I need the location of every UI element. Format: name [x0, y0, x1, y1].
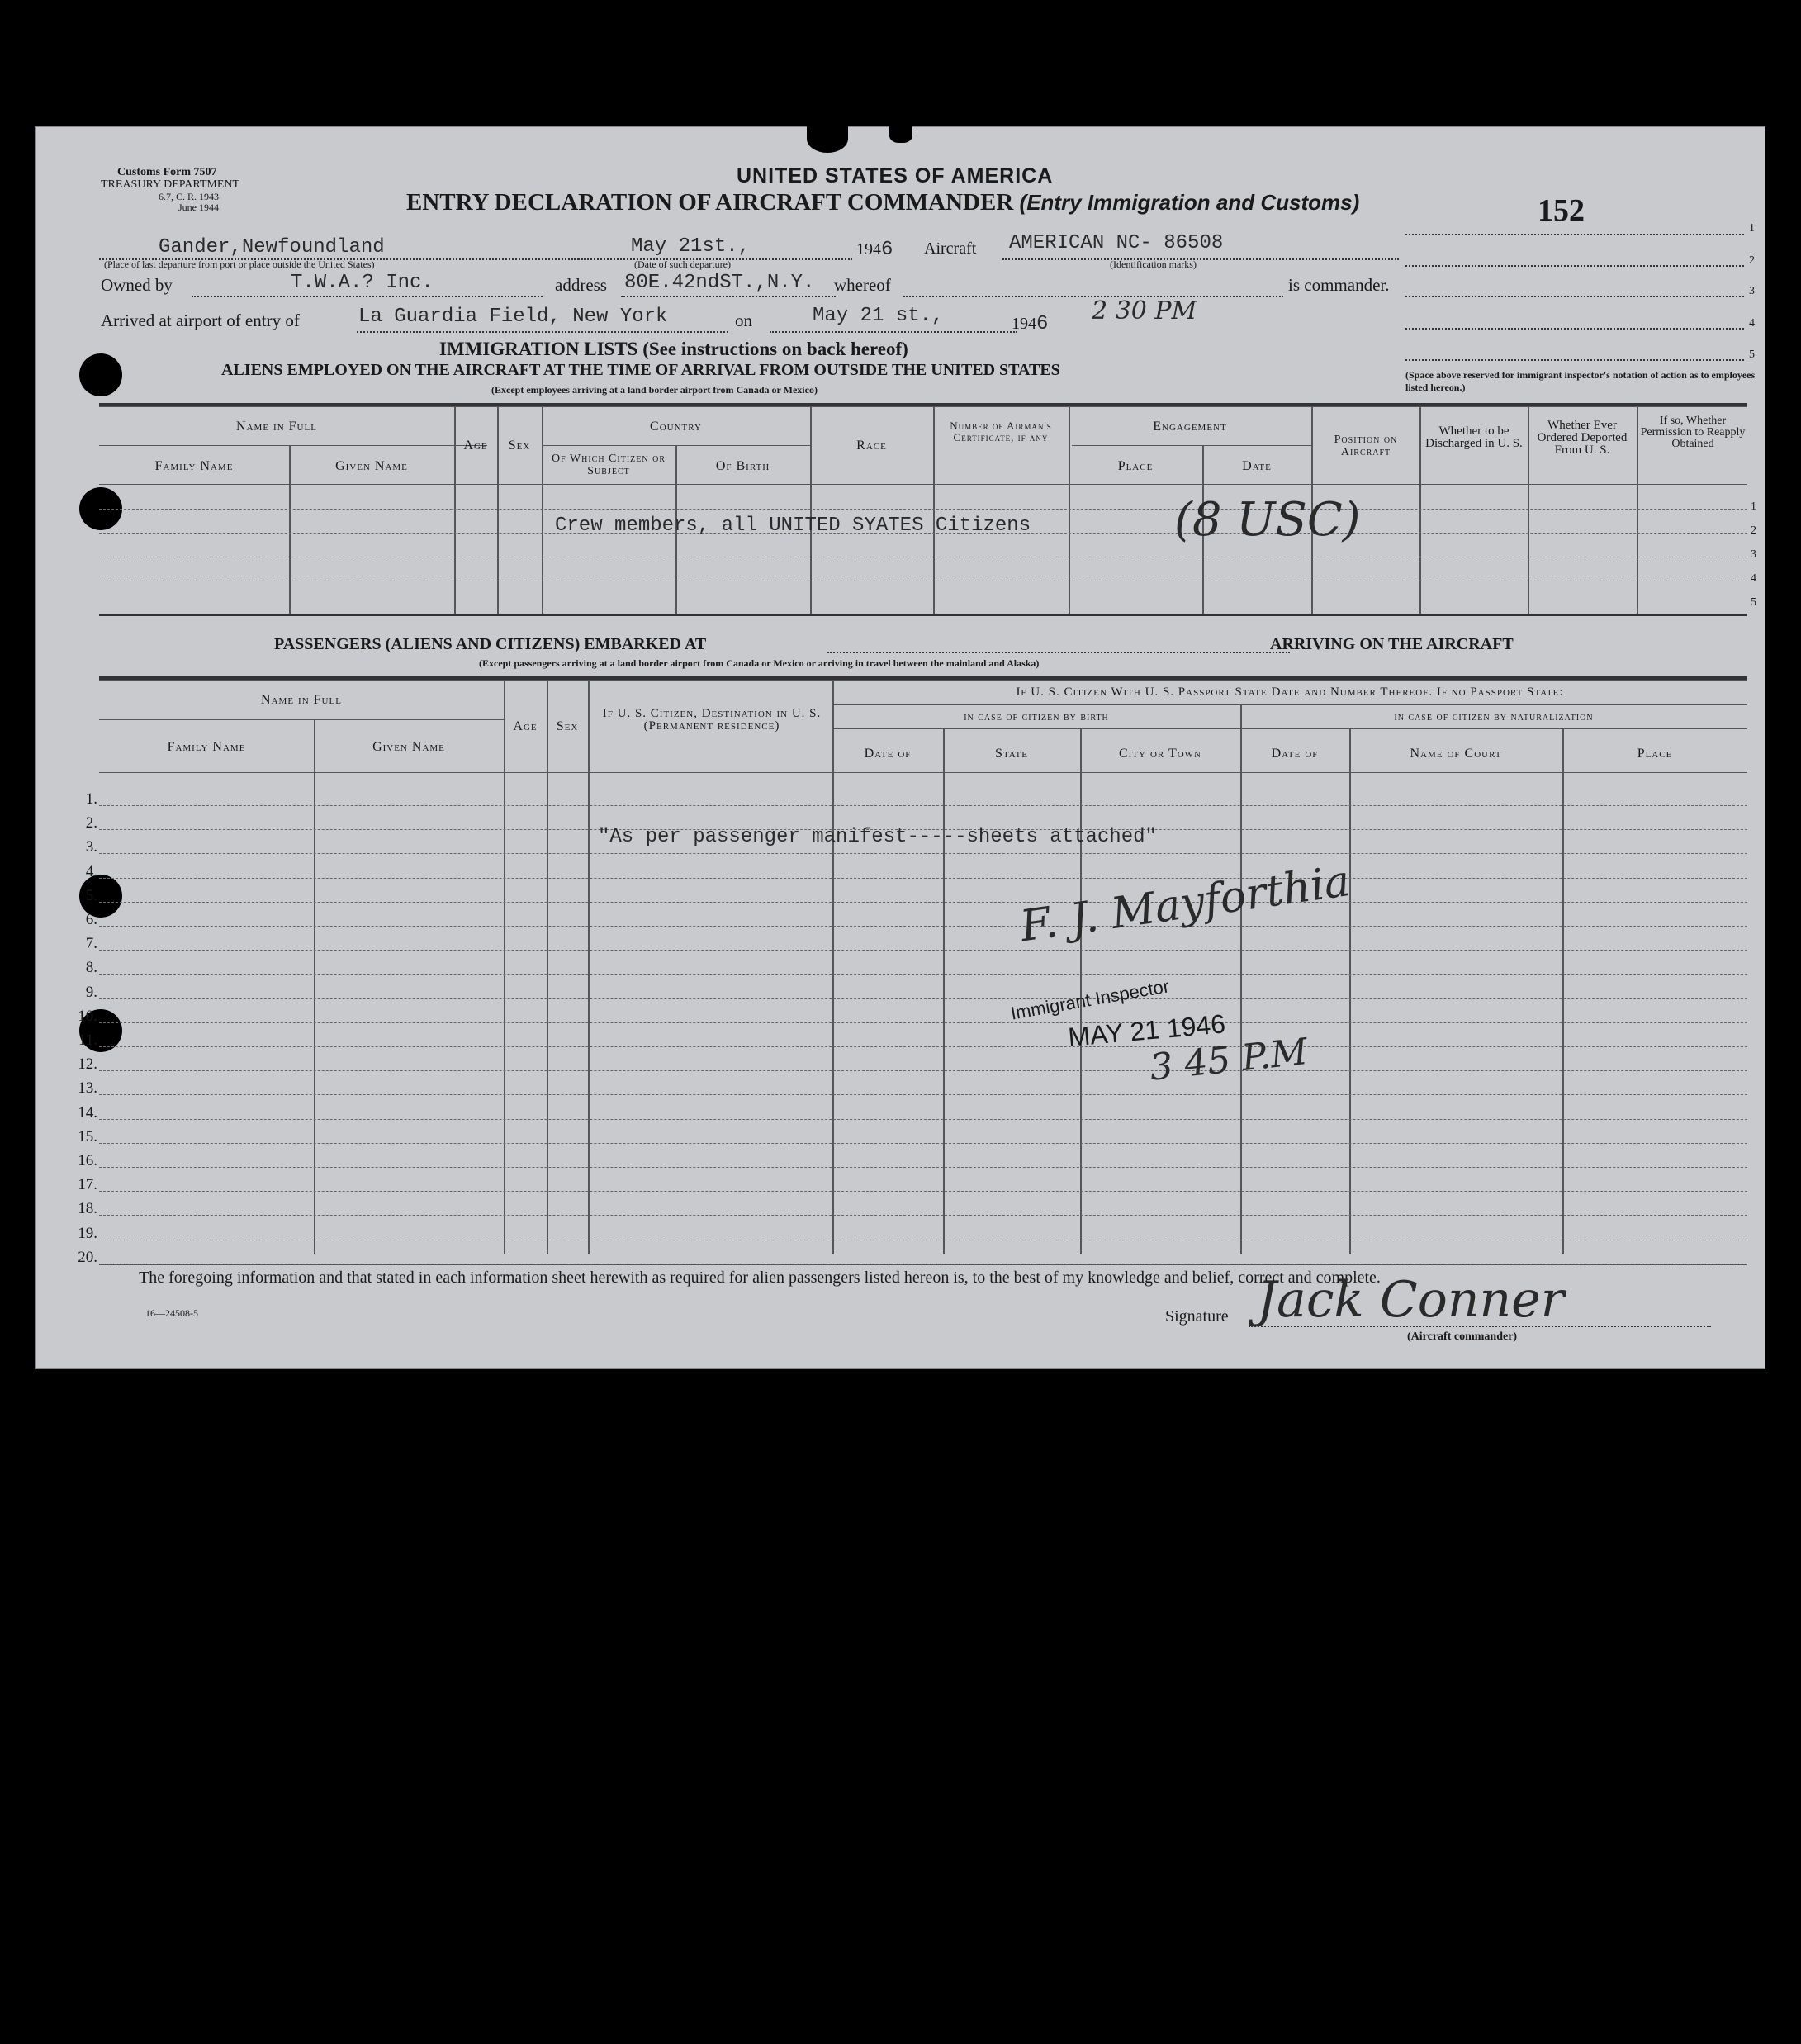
pass-header-date-of: Date of — [864, 747, 912, 761]
table-row — [99, 1094, 1747, 1095]
arrival-airport: La Guardia Field, New York — [358, 306, 668, 328]
pass-row-number: 6. — [85, 911, 97, 928]
pass-row-number: 19. — [78, 1224, 97, 1242]
declaration-text: The foregoing information and that stated in each information sheet herewith as required for alien passengers listed hereon is, to the best of my knowledge and belief, correct and complete. — [139, 1269, 1381, 1287]
departure-date: May 21st., — [631, 235, 751, 258]
owner-address: 80E.42ndST.,N.Y. — [624, 272, 815, 294]
pass-row-number: 3. — [85, 838, 97, 856]
side-line-number: 3 — [1749, 285, 1755, 297]
aircraft-marks: AMERICAN NC- 86508 — [1009, 232, 1224, 254]
pass-header-place: Place — [1637, 747, 1673, 761]
pass-row-number: 12. — [78, 1055, 97, 1074]
manifest-note: "As per passenger manifest-----sheets attached" — [598, 826, 1157, 848]
form-department: TREASURY DEPARTMENT — [101, 178, 240, 191]
inspector-signature: F. J. Mayforthia — [1017, 856, 1353, 952]
table-row — [99, 878, 1747, 879]
pass-header-court: Name of Court — [1410, 747, 1502, 761]
table-row — [99, 1143, 1747, 1144]
pass-row-number: 20. — [78, 1248, 97, 1266]
crew-count: (8 USC) — [1174, 493, 1361, 547]
departure-date-caption: (Date of such departure) — [634, 258, 731, 270]
pass-header-given: Given Name — [372, 740, 445, 754]
side-line-number: 2 — [1749, 254, 1755, 267]
immigration-title: IMMIGRATION LISTS (See instructions on back hereof) — [439, 339, 908, 359]
title-sub: (Entry Immigration and Customs) — [1019, 190, 1360, 215]
imm-header-deported: Whether Ever Ordered Deported From U. S. — [1537, 419, 1628, 457]
table-row — [99, 1215, 1747, 1216]
imm-row-number: 5 — [1751, 596, 1756, 609]
arrived-label: Arrived at airport of entry of — [101, 311, 300, 330]
departure-place: Gander,Newfoundland — [159, 236, 385, 258]
pass-row-number: 5. — [85, 886, 97, 904]
form-date: June 1944 — [178, 202, 219, 213]
tear-notch — [807, 125, 848, 153]
imm-header-citizen: Of Which Citizen or Subject — [551, 453, 666, 477]
imm-header-position: Position on Aircraft — [1334, 434, 1398, 458]
pass-header-name: Name in Full — [261, 693, 342, 707]
pass-header-date-of-2: Date of — [1271, 747, 1319, 761]
imm-header-place: Place — [1117, 459, 1154, 473]
table-row — [99, 1022, 1747, 1023]
pass-row-number: 10. — [78, 1007, 97, 1025]
pass-row-number: 14. — [78, 1103, 97, 1122]
signature-label: Signature — [1165, 1307, 1229, 1326]
pass-row-number: 13. — [78, 1079, 97, 1098]
imm-row-number: 4 — [1751, 572, 1756, 585]
immigration-subtitle: ALIENS EMPLOYED ON THE AIRCRAFT AT THE TIME OF ARRIVAL FROM OUTSIDE THE UNITED STATES — [221, 361, 1060, 379]
form-number: Customs Form 7507 — [117, 166, 217, 178]
pass-header-by-naturalization: in case of citizen by naturalization — [1394, 711, 1594, 723]
imm-header-airman: Number of Airman's Certificate, if any — [950, 420, 1052, 443]
imm-header-sex: Sex — [508, 439, 531, 453]
pass-header-city: City or Town — [1118, 747, 1202, 761]
signature-caption: (Aircraft commander) — [1407, 1330, 1518, 1343]
form-sheet — [35, 126, 1765, 1369]
table-row — [99, 998, 1747, 999]
title-main: ENTRY DECLARATION OF AIRCRAFT COMMANDER — [406, 189, 1014, 216]
print-code: 16—24508-5 — [145, 1307, 198, 1319]
pass-header-family: Family Name — [167, 740, 246, 754]
arrival-year: 1946 — [1012, 313, 1049, 335]
imm-header-family: Family Name — [154, 459, 234, 473]
arrival-time: 2 30 PM — [1092, 296, 1197, 325]
table-row — [99, 853, 1747, 854]
crew-entry: Crew members, all UNITED SYATES Citizens — [555, 515, 1031, 537]
table-row — [99, 974, 1747, 975]
passengers-title-right: ARRIVING ON THE AIRCRAFT — [1270, 635, 1514, 653]
table-row — [99, 805, 1747, 806]
table-row — [99, 1119, 1747, 1120]
arrival-date: May 21 st., — [813, 305, 944, 327]
side-line-number: 1 — [1749, 222, 1755, 235]
pass-header-sex: Sex — [556, 719, 579, 733]
table-row — [99, 1046, 1747, 1047]
form-title — [406, 189, 1359, 216]
pass-row-number: 4. — [85, 862, 97, 880]
imm-row-number: 1 — [1751, 500, 1756, 513]
departure-caption: (Place of last departure from port or place outside the United States) — [104, 258, 375, 270]
imm-header-country: Country — [650, 420, 702, 434]
side-line-number: 5 — [1749, 349, 1755, 361]
aircraft-label: Aircraft — [924, 239, 977, 258]
pass-row-number: 2. — [85, 814, 97, 832]
owned-by-label: Owned by — [101, 275, 173, 295]
imm-header-permission: If so, Whether Permission to Reapply Obtained — [1640, 415, 1746, 450]
pass-header-destination: If U. S. Citizen, Destination in U. S. (Permanent residence) — [602, 707, 822, 733]
commander-signature: Jack Conner — [1257, 1271, 1565, 1329]
table-row — [99, 1167, 1747, 1168]
side-line-number: 4 — [1749, 317, 1755, 330]
table-row — [99, 902, 1747, 903]
sheet-number: 152 — [1538, 193, 1585, 228]
imm-row-number: 2 — [1751, 524, 1756, 537]
on-label: on — [735, 311, 752, 330]
pass-row-number: 15. — [78, 1127, 97, 1145]
passengers-note: (Except passengers arriving at a land border airport from Canada or Mexico or arriving in travel between the mainland and Alaska) — [479, 657, 1040, 669]
stamp-date: MAY 21 1946 — [1067, 1008, 1227, 1052]
imm-header-name: Name in Full — [236, 420, 317, 434]
imm-header-engagement: Engagement — [1153, 420, 1227, 434]
imm-header-given: Given Name — [335, 459, 408, 473]
table-row — [99, 1191, 1747, 1192]
commander-label: is commander. — [1288, 275, 1390, 295]
departure-year: 1946 — [856, 239, 893, 261]
table-row — [99, 950, 1747, 951]
immigration-note: (Except employees arriving at a land border airport from Canada or Mexico) — [491, 384, 818, 396]
address-label: address — [555, 275, 607, 295]
side-note: (Space above reserved for immigrant inspector's notation of action as to employees listed hereon.) — [1405, 369, 1756, 393]
pass-row-number: 9. — [85, 983, 97, 1001]
tear-notch — [889, 125, 912, 143]
pass-row-number: 18. — [78, 1200, 97, 1218]
imm-header-discharged: Whether to be Discharged in U. S. — [1425, 424, 1523, 450]
aircraft-caption: (Identification marks) — [1110, 258, 1197, 270]
pass-row-number: 8. — [85, 959, 97, 977]
pass-header-state: State — [995, 747, 1028, 761]
pass-row-number: 17. — [78, 1176, 97, 1194]
owner-name: T.W.A.? Inc. — [291, 272, 434, 294]
pass-row-number: 7. — [85, 935, 97, 953]
whereof-label: whereof — [834, 275, 891, 295]
table-row — [99, 1070, 1747, 1071]
passengers-title: PASSENGERS (ALIENS AND CITIZENS) EMBARKED AT — [274, 635, 707, 653]
imm-header-age: Age — [463, 439, 488, 453]
pass-header-passport: If U. S. Citizen With U. S. Passport State Date and Number Thereof. If no Passport State: — [1016, 685, 1564, 699]
imm-row-number: 3 — [1751, 548, 1756, 561]
pass-row-number: 11. — [78, 1031, 97, 1049]
table-row — [99, 926, 1747, 927]
pass-row-number: 16. — [78, 1152, 97, 1169]
imm-header-date: Date — [1242, 459, 1272, 473]
form-cr: 6.7, C. R. 1943 — [159, 191, 220, 202]
pass-header-age: Age — [513, 719, 538, 733]
punch-hole — [79, 353, 122, 396]
country-title: UNITED STATES OF AMERICA — [737, 164, 1054, 187]
pass-header-by-birth: in case of citizen by birth — [964, 711, 1109, 723]
pass-row-number: 1. — [85, 790, 97, 808]
imm-header-race: Race — [856, 439, 887, 453]
stamp-caption: Immigrant Inspector — [1009, 975, 1171, 1024]
stamp-time: 3 45 P.M — [1148, 1030, 1310, 1089]
imm-header-birth: Of Birth — [715, 459, 770, 473]
